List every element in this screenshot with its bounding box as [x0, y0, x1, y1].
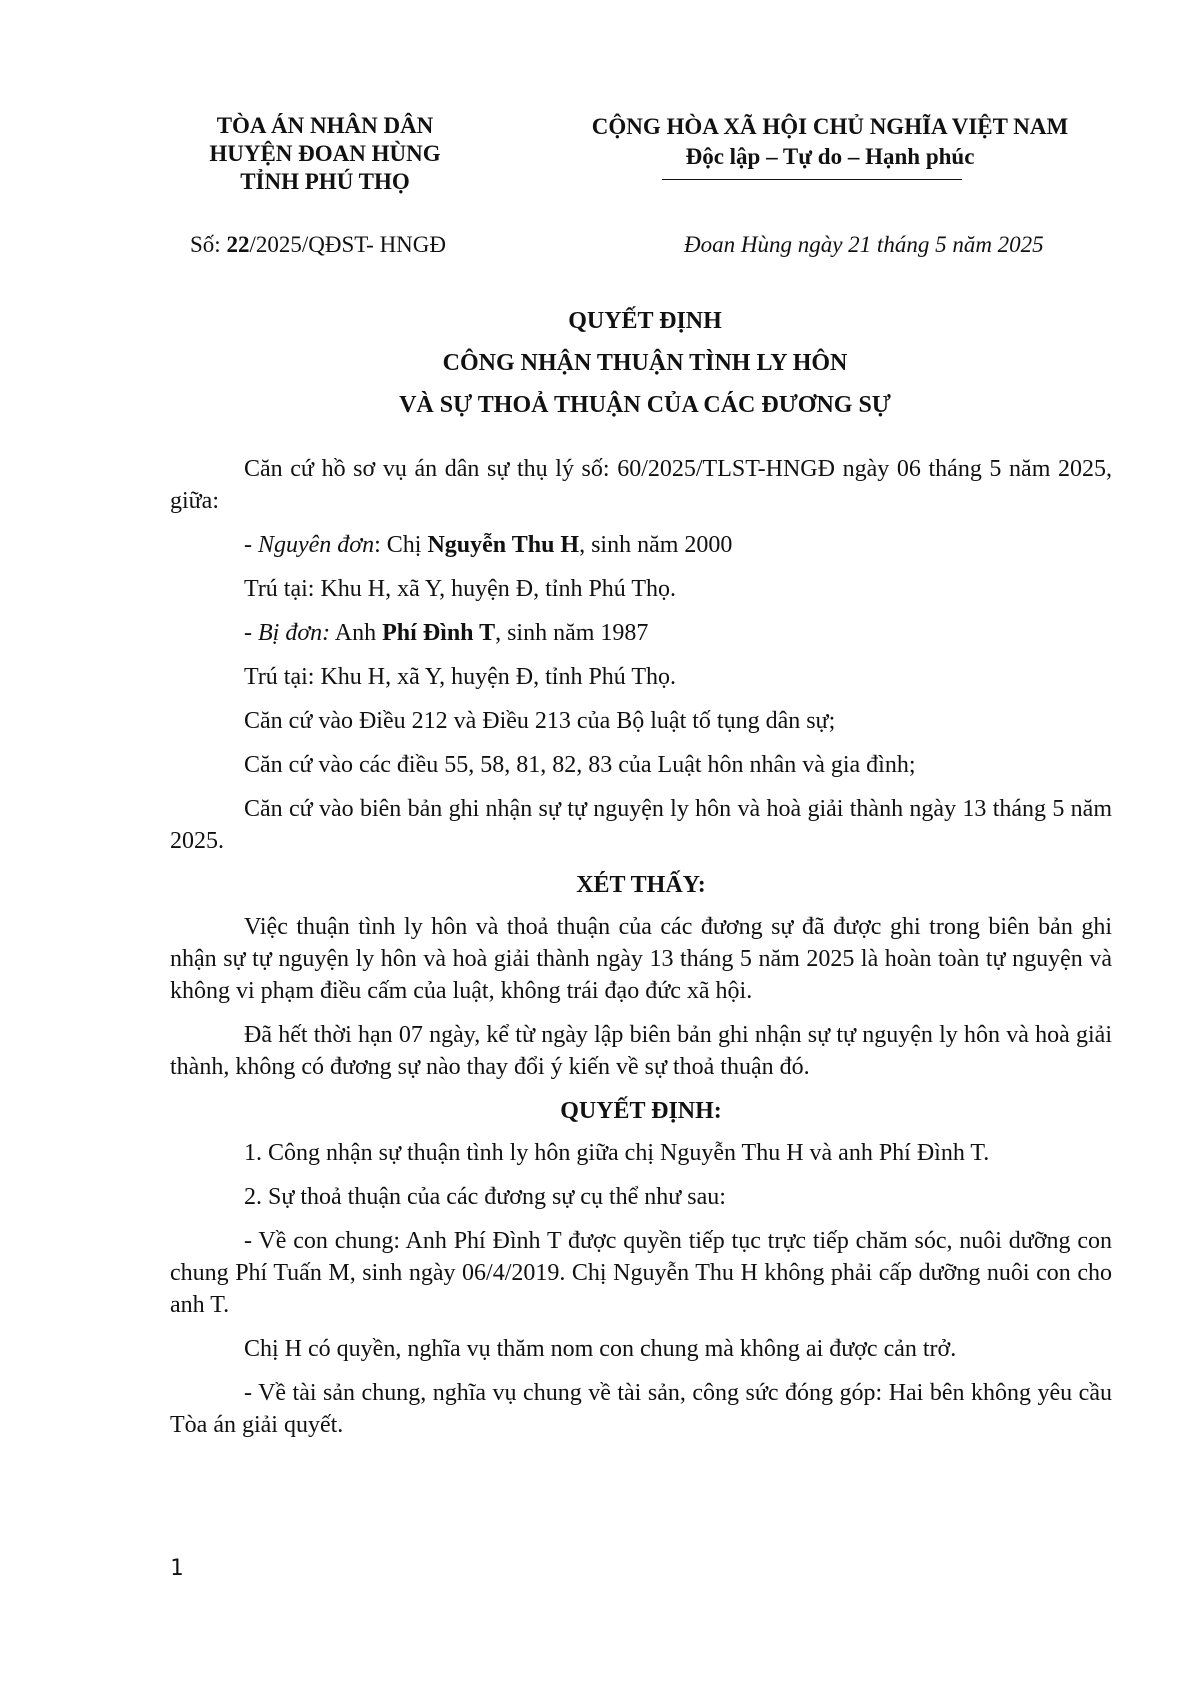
document-number: Số: 22/2025/QĐST- HNGĐ [190, 232, 447, 257]
findings-paragraph-2: Đã hết thời hạn 07 ngày, kể từ ngày lập biên bản ghi nhận sự tự nguyện ly hôn và hoà giải thành, không có đương sự nào thay đổi ý kiến về sự thoả thuận đó. [170, 1022, 1112, 1080]
legal-basis-2: Căn cứ vào các điều 55, 58, 81, 82, 83 của Luật hôn nhân và gia đình; [244, 752, 916, 778]
place-date: Đoan Hùng ngày 21 tháng 5 năm 2025 [684, 232, 1044, 257]
national-header [560, 112, 1100, 172]
nation-name: CỘNG HÒA XÃ HỘI CHỦ NGHĨA VIỆT NAM [591, 114, 1069, 139]
title-line-3: VÀ SỰ THOẢ THUẬN CỦA CÁC ĐƯƠNG SỰ [399, 392, 891, 418]
decision-child-custody: - Về con chung: Anh Phí Đình T được quyền tiếp tục trực tiếp chăm sóc, nuôi dưỡng con chung Phí Tuấn M, sinh ngày 06/4/2019. Chị Nguyễn Thu H không phải cấp dưỡng nuôi con cho anh T. [170, 1228, 1112, 1318]
document-number-value: 22 [226, 232, 250, 257]
findings-heading: XÉT THẤY: [576, 872, 706, 898]
title-line-2: CÔNG NHẬN THUẬN TÌNH LY HÔN [442, 350, 848, 376]
document-title [170, 300, 1120, 426]
court-header [190, 112, 460, 196]
defendant-address: Trú tại: Khu H, xã Y, huyện Đ, tỉnh Phú Thọ. [244, 664, 677, 690]
plaintiff-address: Trú tại: Khu H, xã Y, huyện Đ, tỉnh Phú Thọ. [244, 576, 677, 602]
decision-heading: QUYẾT ĐỊNH: [560, 1098, 722, 1124]
defendant-line: - Bị đơn: Anh Phí Đình T, sinh năm 1987 [244, 620, 649, 646]
page-number: 1 [170, 1556, 184, 1581]
decision-item-2: 2. Sự thoả thuận của các đương sự cụ thể như sau: [244, 1184, 726, 1210]
plaintiff-name: Nguyễn Thu H [427, 532, 580, 558]
decision-property: - Về tài sản chung, nghĩa vụ chung về tài sản, công sức đóng góp: Hai bên không yêu cầu Tòa án giải quyết. [170, 1380, 1112, 1438]
decision-visitation: Chị H có quyền, nghĩa vụ thăm nom con chung mà không ai được cản trở. [244, 1336, 957, 1362]
defendant-name: Phí Đình T [382, 620, 496, 646]
document-body [170, 453, 1112, 1453]
nation-motto: Độc lập – Tự do – Hạnh phúc [685, 144, 975, 169]
court-name: TÒA ÁN NHÂN DÂN [216, 113, 434, 138]
motto-underline [662, 179, 962, 180]
legal-basis-1: Căn cứ vào Điều 212 và Điều 213 của Bộ luật tố tụng dân sự; [244, 708, 836, 734]
decision-item-1: 1. Công nhận sự thuận tình ly hôn giữa chị Nguyễn Thu H và anh Phí Đình T. [244, 1140, 990, 1166]
findings-paragraph-1: Việc thuận tình ly hôn và thoả thuận của các đương sự đã được ghi trong biên bản ghi nhận sự tự nguyện ly hôn và hoà giải thành ngày 13 tháng 5 năm 2025 là hoàn toàn tự nguyện và không vi phạm điều cấm của luật, không trái đạo đức xã hội. [170, 914, 1112, 1004]
title-line-1: QUYẾT ĐỊNH [568, 308, 722, 334]
legal-basis-3: Căn cứ vào biên bản ghi nhận sự tự nguyện ly hôn và hoà giải thành ngày 13 tháng 5 năm 2025. [170, 796, 1112, 854]
case-basis: Căn cứ hồ sơ vụ án dân sự thụ lý số: 60/2025/TLST-HNGĐ ngày 06 tháng 5 năm 2025, giữa: [170, 456, 1112, 514]
court-district: HUYỆN ĐOAN HÙNG [209, 141, 441, 166]
plaintiff-line: - Nguyên đơn: Chị Nguyễn Thu H, sinh năm 2000 [244, 532, 733, 558]
court-province: TỈNH PHÚ THỌ [240, 169, 410, 194]
